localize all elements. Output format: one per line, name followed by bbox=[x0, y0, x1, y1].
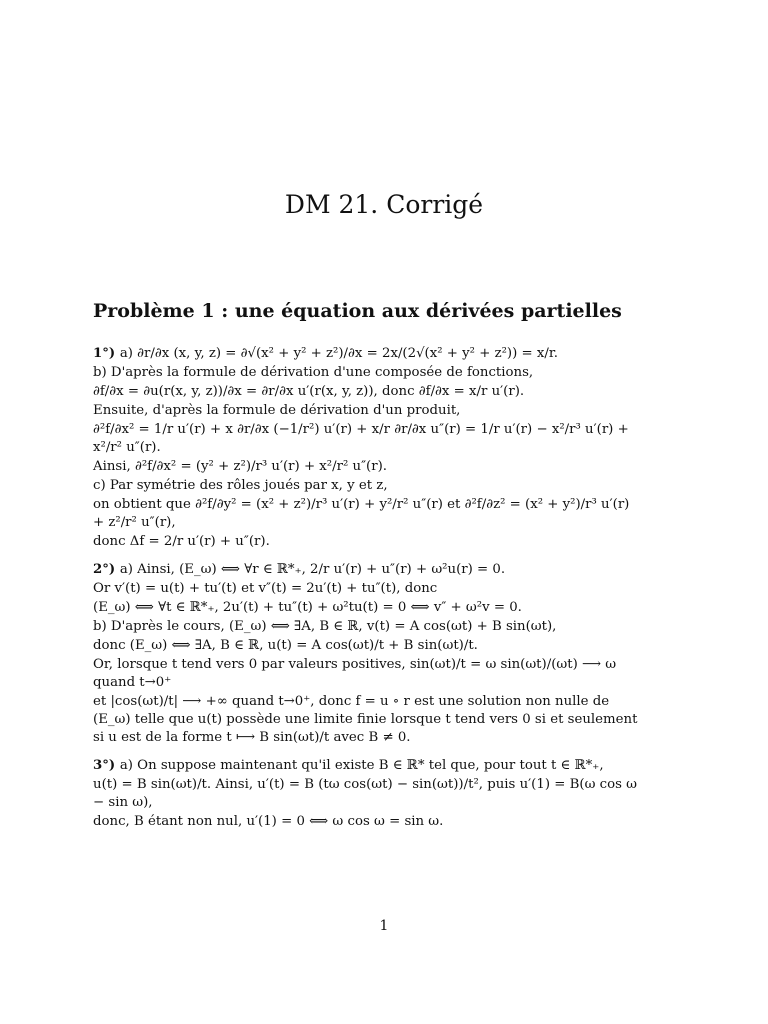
paragraph-text: ∂²f/∂x² = 1/r u′(r) + x ∂r/∂x (−1/r²) u′(r) + x/r ∂r/∂x u″(r) = 1/r u′(r) − x²/r³ u′(r) + x²/r² u″(r). bbox=[93, 422, 629, 455]
paragraph bbox=[93, 693, 638, 747]
paragraph bbox=[93, 776, 638, 812]
paragraph-text: a) ∂r/∂x (x, y, z) = ∂√(x² + y² + z²)/∂x = 2x/(2√(x² + y² + z²)) = x/r. bbox=[119, 346, 558, 361]
paragraph bbox=[93, 757, 638, 775]
paragraph-text: c) Par symétrie des rôles joués par x, y et z, bbox=[93, 478, 388, 493]
paragraph-text: et |cos(ωt)/t| ⟶ +∞ quand t→0⁺, donc f = u ∘ r est une solution non nulle de (E_ω) telle que u(t) possède une limite finie lorsque t tend vers 0 si et seulement si u est de la forme t ⟼ B sin(ωt)/t avec B ≠ 0. bbox=[93, 694, 638, 745]
paragraph-text: donc, B étant non nul, u′(1) = 0 ⟺ ω cos ω = sin ω. bbox=[93, 814, 444, 829]
paragraph-text: (E_ω) ⟺ ∀t ∈ ℝ*₊, 2u′(t) + tu″(t) + ω²tu(t) = 0 ⟺ v″ + ω²v = 0. bbox=[93, 600, 522, 615]
document-body bbox=[93, 345, 638, 832]
paragraph-text: on obtient que ∂²f/∂y² = (x² + z²)/r³ u′(r) + y²/r² u″(r) et ∂²f/∂z² = (x² + y²)/r³ u′(r) + z²/r² u″(r), bbox=[93, 497, 630, 530]
paragraph bbox=[93, 618, 638, 636]
paragraph-text: u(t) = B sin(ωt)/t. Ainsi, u′(t) = B (tω cos(ωt) − sin(ωt))/t², puis u′(1) = B(ω cos ω − sin ω), bbox=[93, 777, 637, 810]
paragraph-text: Or, lorsque t tend vers 0 par valeurs positives, sin(ωt)/t = ω sin(ωt)/(ωt) ⟶ ω quand t→0⁺ bbox=[93, 657, 617, 690]
paragraph bbox=[93, 580, 638, 598]
paragraph-text: Or v′(t) = u(t) + tu′(t) et v″(t) = 2u′(t) + tu″(t), donc bbox=[93, 581, 438, 596]
paragraph-text: donc Δf = 2/r u′(r) + u″(r). bbox=[93, 534, 270, 549]
paragraph bbox=[93, 383, 638, 401]
paragraph-text: a) Ainsi, (E_ω) ⟺ ∀r ∈ ℝ*₊, 2/r u′(r) + u″(r) + ω²u(r) = 0. bbox=[119, 562, 506, 577]
paragraph bbox=[93, 561, 638, 579]
page-number: 1 bbox=[379, 918, 389, 934]
paragraph-text: ∂f/∂x = ∂u(r(x, y, z))/∂x = ∂r/∂x u′(r(x, y, z)), donc ∂f/∂x = x/r u′(r). bbox=[93, 384, 525, 399]
paragraph bbox=[93, 421, 638, 457]
paragraph-text: b) D'après la formule de dérivation d'une composée de fonctions, bbox=[93, 365, 534, 380]
question-number: 2°) bbox=[93, 562, 120, 577]
paragraph bbox=[93, 533, 638, 551]
paragraph-text: a) On suppose maintenant qu'il existe B ∈ ℝ* tel que, pour tout t ∈ ℝ*₊, bbox=[119, 758, 604, 773]
paragraph-text: Ainsi, ∂²f/∂x² = (y² + z²)/r³ u′(r) + x²/r² u″(r). bbox=[93, 459, 388, 474]
question-number: 1°) bbox=[93, 346, 120, 361]
paragraph bbox=[93, 637, 638, 655]
paragraph bbox=[93, 656, 638, 692]
paragraph-text: b) D'après le cours, (E_ω) ⟺ ∃A, B ∈ ℝ, v(t) = A cos(ωt) + B sin(ωt), bbox=[93, 619, 557, 634]
paragraph bbox=[93, 364, 638, 382]
paragraph bbox=[93, 599, 638, 617]
section-title: Problème 1 : une équation aux dérivées partielles bbox=[93, 300, 622, 322]
paragraph bbox=[93, 477, 638, 495]
paragraph bbox=[93, 458, 638, 476]
paragraph-text: Ensuite, d'après la formule de dérivation d'un produit, bbox=[93, 403, 461, 418]
document-title: DM 21. Corrigé bbox=[284, 190, 484, 219]
paragraph bbox=[93, 402, 638, 420]
paragraph bbox=[93, 345, 638, 363]
paragraph bbox=[93, 496, 638, 532]
paragraph bbox=[93, 813, 638, 831]
paragraph-text: donc (E_ω) ⟺ ∃A, B ∈ ℝ, u(t) = A cos(ωt)/t + B sin(ωt)/t. bbox=[93, 638, 478, 653]
question-number: 3°) bbox=[93, 758, 120, 773]
